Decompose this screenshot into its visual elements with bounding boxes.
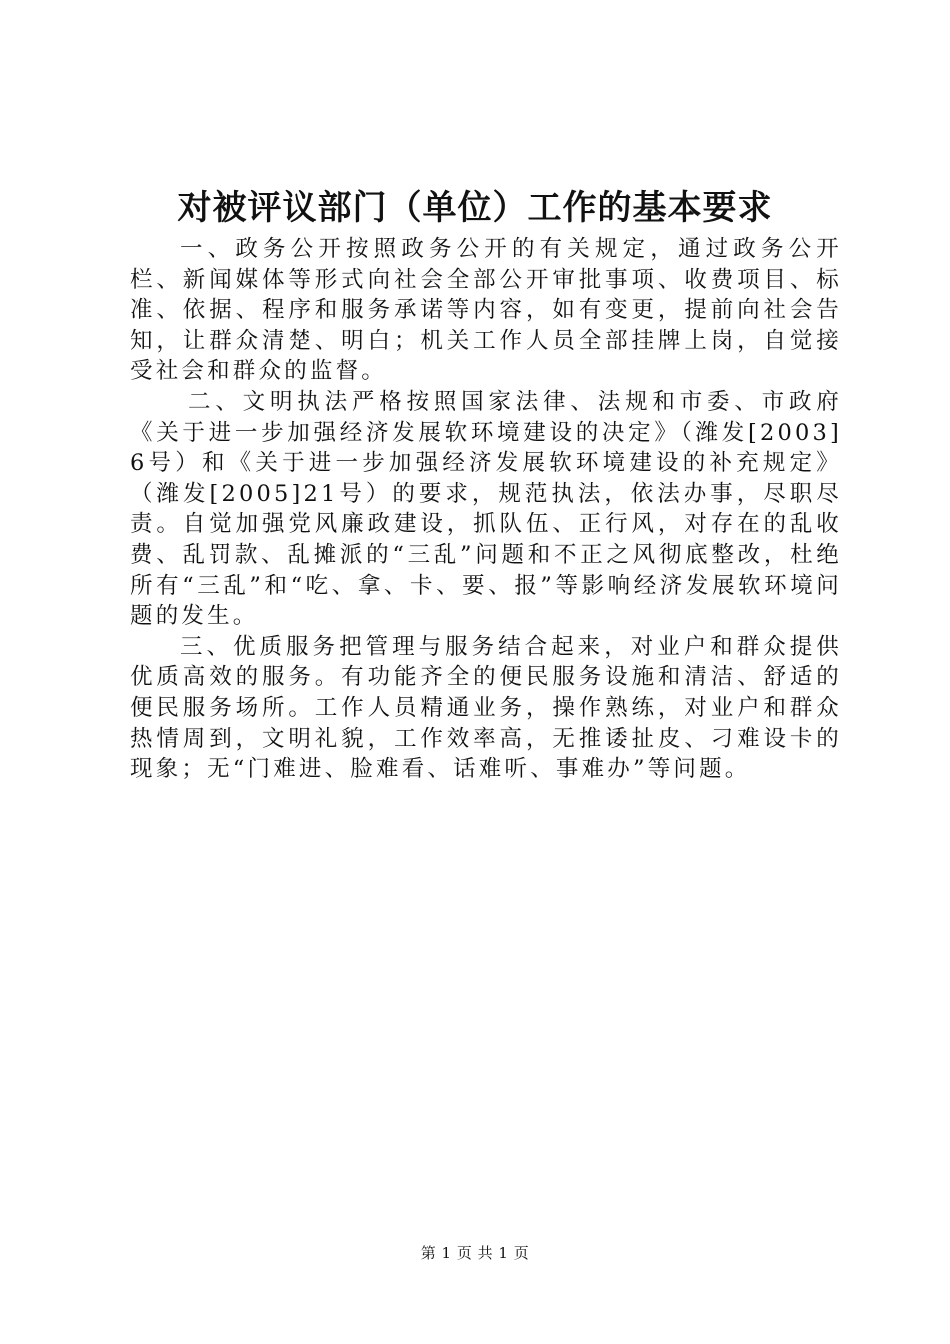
paragraph-quality-service: 三、优质服务把管理与服务结合起来，对业户和群众提供优质高效的服务。有功能齐全的便民服务设施和清洁、舒适的便民服务场所。工作人员精通业务，操作熟练，对业户和群众热情周到，文明礼貌，工作效率高，无推诿扯皮、刁难设卡的现象；无“门难进、脸难看、话难听、事难办”等问题。 — [130, 633, 842, 783]
document-body — [130, 234, 842, 785]
page-number-footer: 第 1 页 共 1 页 — [420, 1244, 530, 1262]
paragraph-government-affairs-disclosure: 一、政务公开按照政务公开的有关规定，通过政务公开栏、新闻媒体等形式向社会全部公开审批事项、收费项目、标准、依据、程序和服务承诺等内容，如有变更，提前向社会告知，让群众清楚、明白；机关工作人员全部挂牌上岗，自觉接受社会和群众的监督。 — [130, 236, 842, 385]
page-title: 对被评议部门（单位）工作的基本要求 — [177, 188, 773, 228]
paragraph-civilized-law-enforcement: 二、文明执法严格按照国家法律、法规和市委、市政府《关于进一步加强经济发展软环境建设的决定》（潍发[2003]6号）和《关于进一步加强经济发展软环境建设的补充规定》（潍发[2005]21号）的要求，规范执法，依法办事，尽职尽责。自觉加强党风廉政建设，抓队伍、正行风，对存在的乱收费、乱罚款、乱摊派的“三乱”问题和不正之风彻底整改，杜绝所有“三乱”和“吃、拿、卡、要、报”等影响经济发展软环境问题的发生。 — [130, 388, 842, 630]
